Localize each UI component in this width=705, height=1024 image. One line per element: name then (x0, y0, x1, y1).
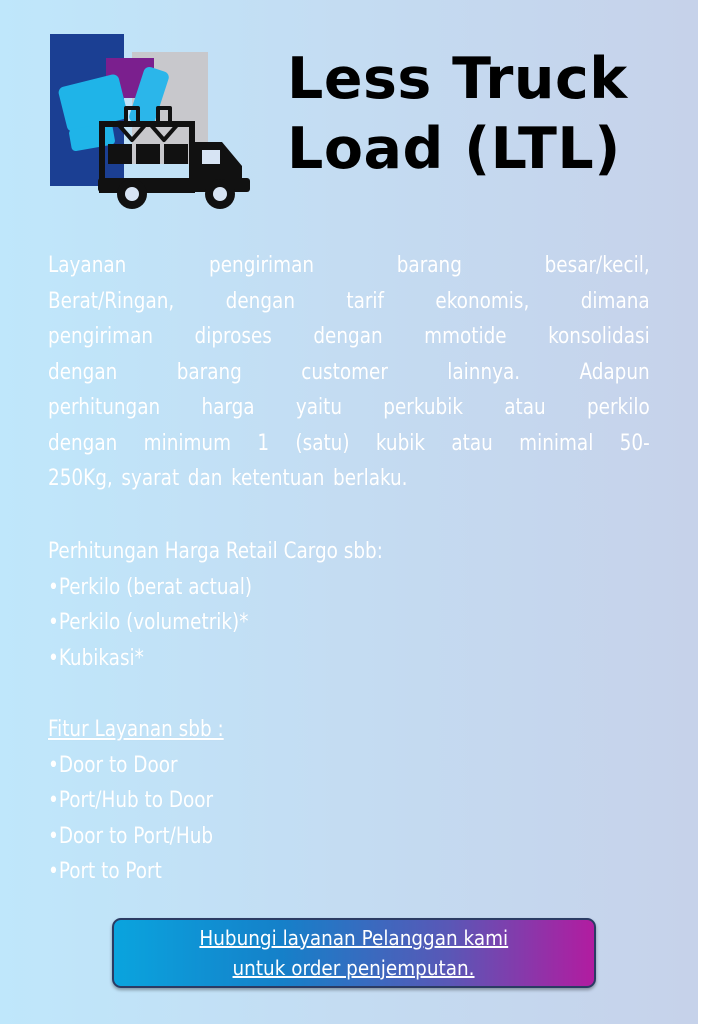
pricing-section (48, 534, 650, 676)
title-line: Load (LTL) (287, 116, 621, 182)
description-line: dengan minimum 1 (satu) kubik atau minimal 50- (48, 430, 650, 456)
features-heading: Fitur Layanan sbb : (48, 717, 224, 742)
description-line: Berat/Ringan, dengan tarif ekonomis, dimana (48, 288, 650, 314)
description-line: dengan barang customer lainnya. Adapun (48, 359, 650, 385)
pricing-heading: Perhitungan Harga Retail Cargo sbb: (48, 539, 383, 564)
list-item: •Kubikasi* (48, 645, 144, 671)
list-item: •Perkilo (berat actual) (48, 574, 253, 600)
features-section (48, 712, 650, 890)
description-line: 250Kg, syarat dan ketentuan berlaku. (48, 466, 408, 491)
list-item: •Port/Hub to Door (48, 788, 214, 813)
description-line: Layanan pengiriman barang besar/kecil, (48, 253, 650, 278)
description-line: perhitungan harga yaitu perkubik atau perkilo (48, 395, 650, 420)
list-item: •Port to Port (48, 859, 162, 884)
description-line: pengiriman diproses dengan mmotide konsolidasi (48, 324, 650, 349)
list-item: •Perkilo (volumetrik)* (48, 610, 249, 635)
cta-line: untuk order penjemputan. (233, 956, 475, 980)
cta-line: Hubungi layanan Pelanggan kami (199, 926, 509, 950)
service-description (48, 248, 650, 497)
page-title (287, 44, 687, 184)
page-edge (698, 0, 705, 1024)
list-item: •Door to Port/Hub (48, 823, 214, 849)
title-line: Less Truck (287, 46, 628, 112)
ltl-truck-logo-icon (48, 32, 254, 210)
contact-customer-service-button[interactable] (112, 918, 596, 988)
list-item: •Door to Door (48, 752, 178, 778)
